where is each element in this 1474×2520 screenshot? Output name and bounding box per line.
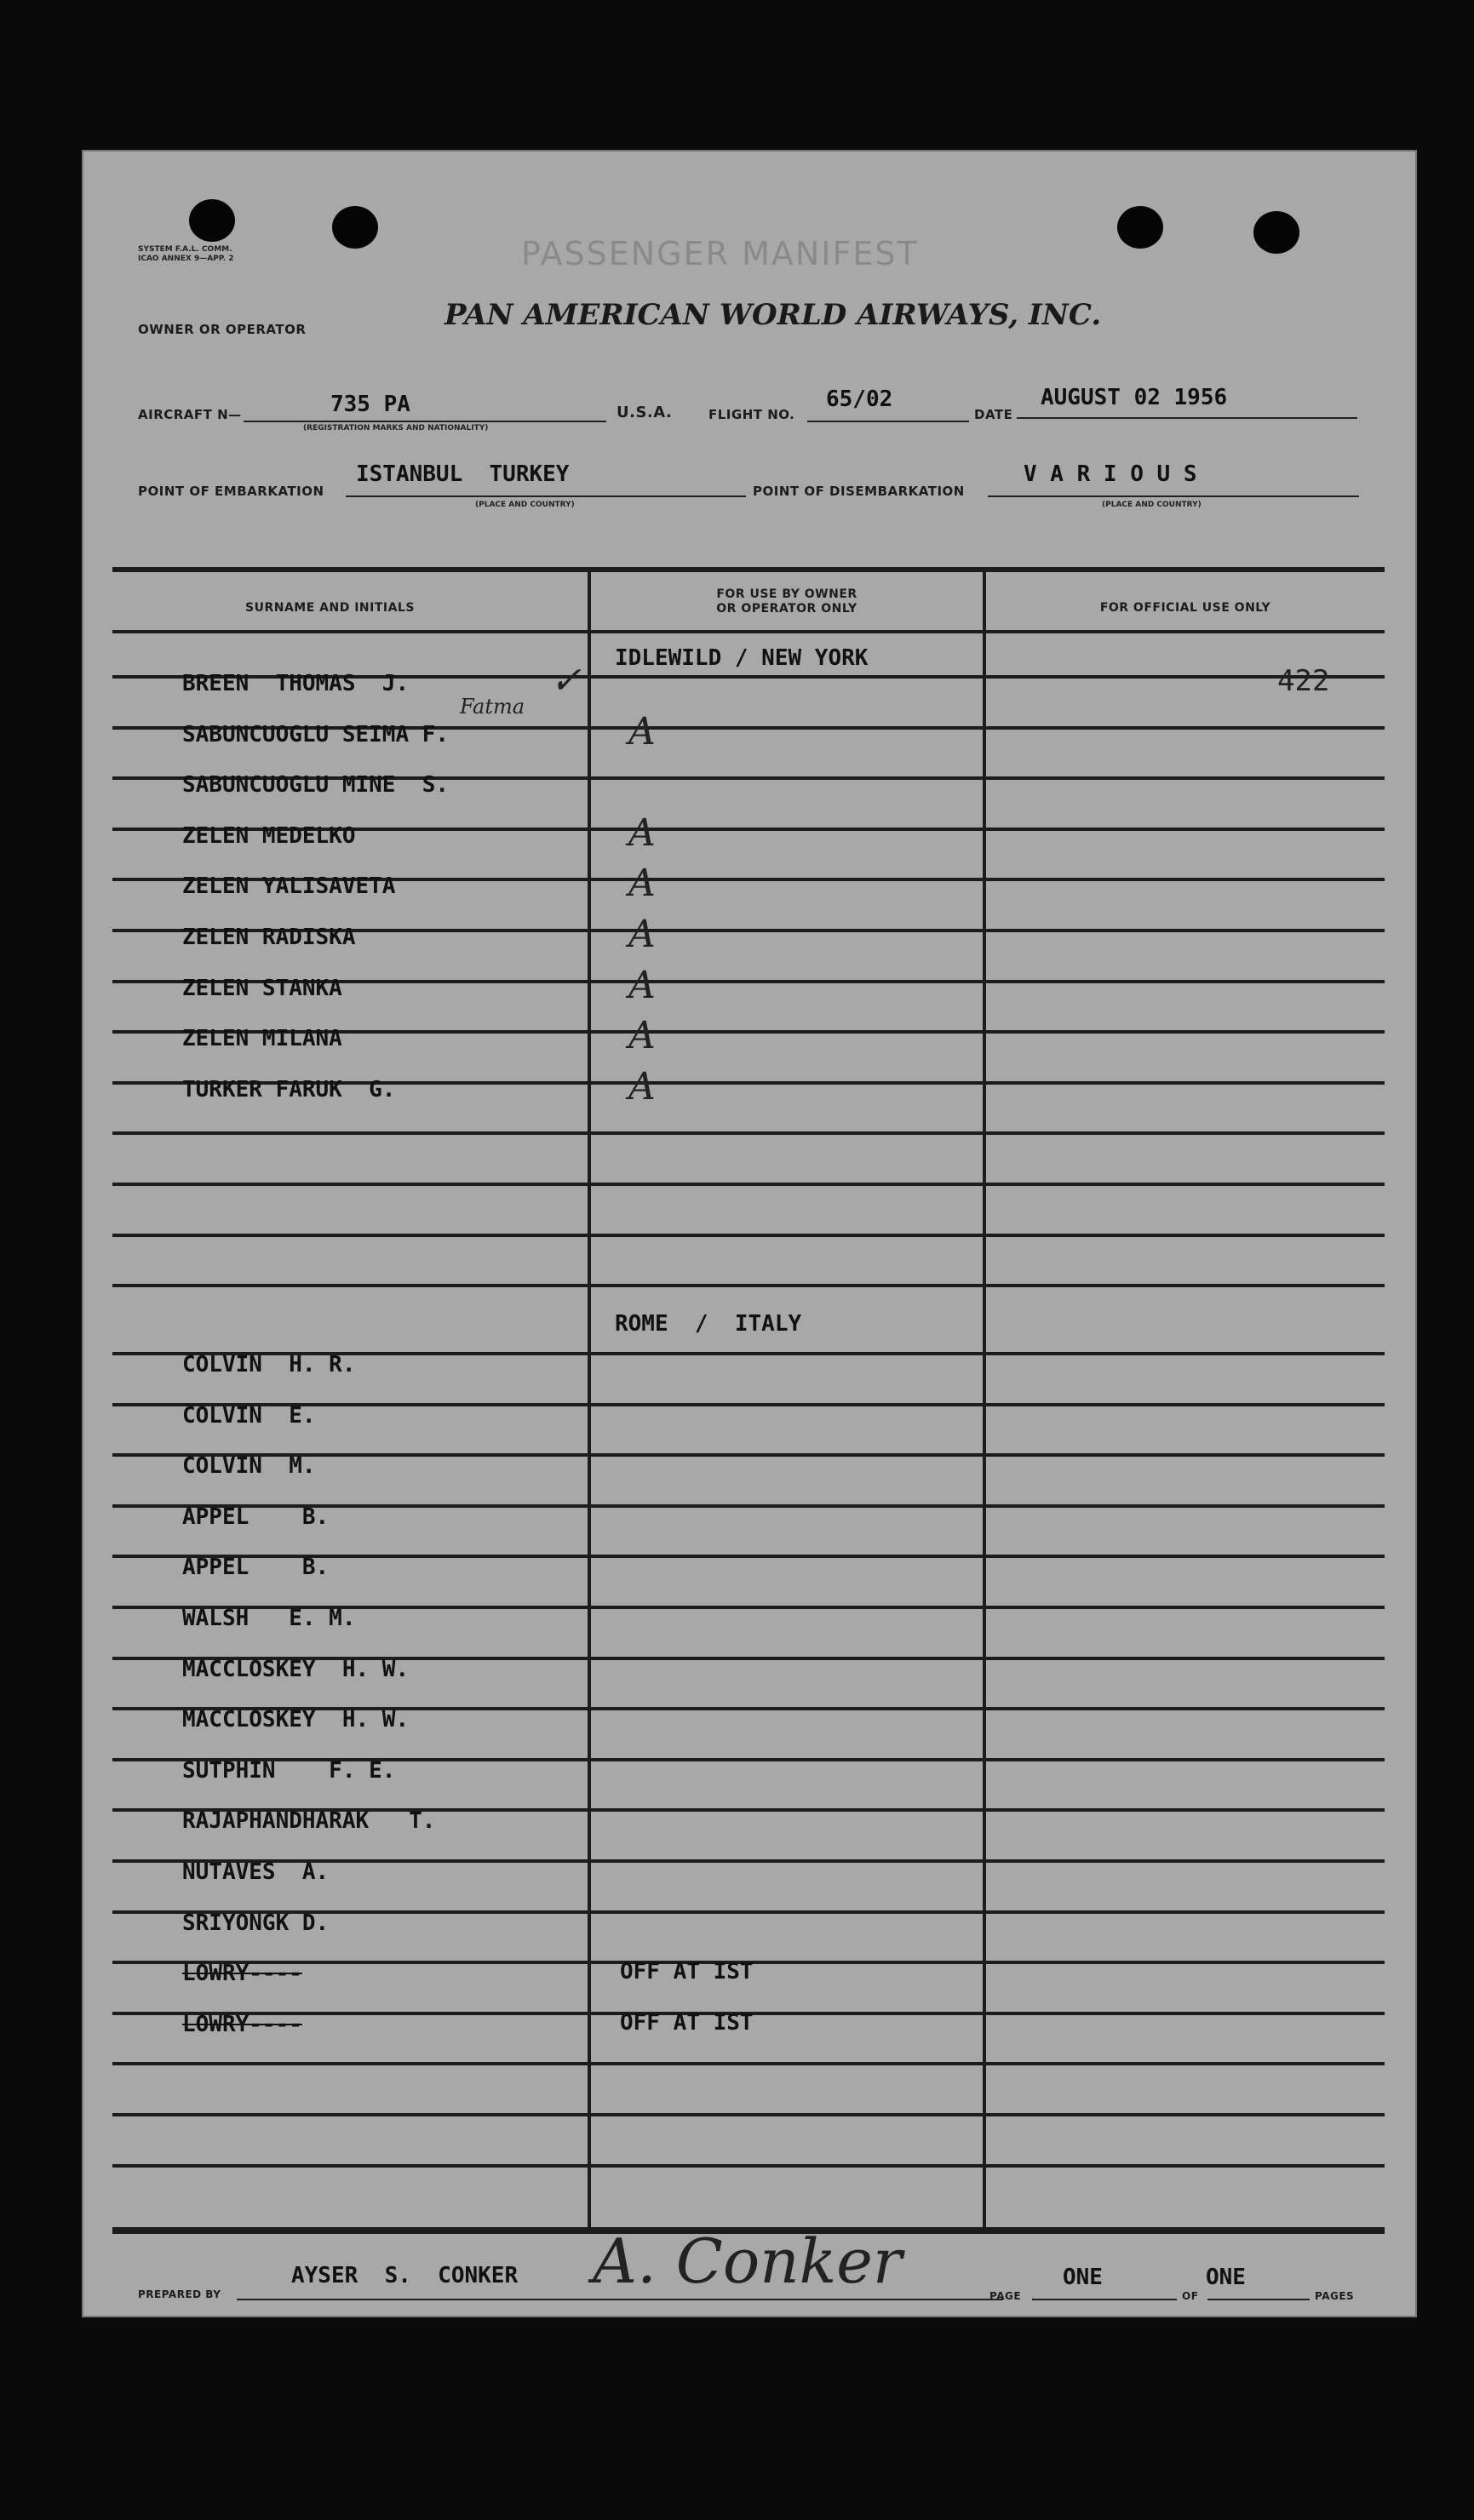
document-title: PASSENGER MANIFEST [521,235,919,272]
prepared-by-value: AYSER S. CONKER [291,2263,519,2288]
row-rule [112,1131,1385,1135]
flight-label: FLIGHT NO. [708,407,795,422]
destination-newyork: IDLEWILD / NEW YORK [615,645,869,671]
passenger-name: COLVIN M. [182,1453,316,1479]
prepared-by-label: PREPARED BY [138,2288,221,2300]
row-rule [112,2113,1385,2116]
aircraft-label: AIRCRAFT N— [138,407,242,422]
embarkation-value: ISTANBUL TURKEY [356,461,570,487]
embarkation-underline [346,495,746,497]
row-rule [112,2062,1385,2065]
of-label: OF [1182,2290,1199,2302]
disembarkation-underline [988,495,1359,497]
date-value: AUGUST 02 1956 [1041,385,1228,410]
of-underline [1207,2299,1310,2300]
punch-hole [332,206,378,249]
passenger-name: TURKER FARUK G. [182,1077,396,1102]
punch-hole [189,199,235,242]
date-label: DATE [974,407,1013,422]
operator-mark: A [628,1014,656,1057]
operator-mark: ✓ [550,659,582,702]
form-reference [138,245,234,264]
passenger-name: ZELEN YALISAVETA [182,873,396,899]
embarkation-label: POINT OF EMBARKATION [138,484,324,499]
page-label: PAGE [989,2290,1022,2302]
passenger-name: WALSH E. M. [182,1606,356,1631]
form-ref-line: SYSTEM F.A.L. COMM. [138,245,232,254]
passenger-name: COLVIN E. [182,1403,316,1429]
passenger-name: LOWRY---- [182,1961,302,1986]
manifest-sheet [82,150,1417,2317]
column-divider [588,572,591,2229]
owner-label: OWNER OR OPERATOR [138,322,307,337]
page-underline [1032,2299,1177,2300]
official-number: 422 [1277,664,1330,698]
passenger-name: RAJAPHANDHARAK T. [182,1808,436,1834]
column-header-operator [591,587,983,616]
passenger-name: MACCLOSKEY H. W. [182,1657,410,1682]
aircraft-value: 735 PA [330,392,410,417]
row-rule [112,1183,1385,1186]
passenger-name: APPEL B. [182,1504,330,1530]
punch-hole [1253,211,1299,254]
passenger-name: ZELEN RADISKA [182,925,356,950]
column-divider [983,572,986,2229]
passenger-name: COLVIN H. R. [182,1352,356,1377]
aircraft-underline [244,421,606,422]
passenger-name: BREEN THOMAS J. [182,671,410,696]
punch-hole [1117,206,1163,249]
operator-mark: A [628,913,656,956]
passenger-name: SABUNCUOGLU SEIMA F. [182,722,450,747]
handwritten-annotation: Fatma [460,695,525,719]
passenger-name: ZELEN MEDELKO [182,823,356,849]
flight-underline [807,421,969,422]
passenger-name: MACCLOSKEY H. W. [182,1707,410,1732]
operator-mark: A [628,862,656,905]
usa-label: U.S.A. [617,404,673,421]
registration-note: (REGISTRATION MARKS AND NATIONALITY) [303,424,489,432]
disembarkation-label: POINT OF DISEMBARKATION [753,484,965,499]
passenger-name: ZELEN STANKA [182,976,342,1001]
operator-mark: A [628,811,656,855]
row-rule [112,630,1385,633]
operator-mark: A [628,710,656,753]
operator-note: OFF AT IST [620,2010,754,2036]
of-value: ONE [1206,2265,1246,2290]
passenger-name: APPEL B. [182,1555,330,1580]
column-header-surname: SURNAME AND INITIALS [245,601,415,615]
passenger-name: LOWRY---- [182,2012,302,2037]
passenger-name: NUTAVES A. [182,1859,330,1885]
signature: A. Conker [593,2225,903,2297]
pages-label: PAGES [1315,2290,1355,2302]
form-ref-line: ICAO ANNEX 9—APP. 2 [138,255,234,263]
operator-header-line: OR OPERATOR ONLY [716,602,857,616]
passenger-name: SRIYONGK D. [182,1910,330,1936]
destination-rome: ROME / ITALY [615,1311,802,1337]
row-rule [112,2164,1385,2168]
passenger-name: ZELEN MILANA [182,1026,342,1051]
row-rule [112,1234,1385,1237]
flight-value: 65/02 [826,387,893,412]
disembarkation-value: V A R I O U S [1024,461,1197,487]
embarkation-note: (PLACE AND COUNTRY) [475,501,575,509]
passenger-name: SABUNCUOGLU MINE S. [182,772,450,798]
page-value: ONE [1063,2265,1103,2290]
table-top-rule [112,567,1385,572]
row-rule [112,1284,1385,1287]
operator-header-line: FOR USE BY OWNER [716,587,857,601]
disembarkation-note: (PLACE AND COUNTRY) [1102,501,1202,509]
company-name: PAN AMERICAN WORLD AIRWAYS, INC. [444,298,1102,332]
prepared-underline [237,2299,1003,2300]
date-underline [1017,417,1357,419]
operator-mark: A [628,964,656,1007]
operator-note: OFF AT IST [620,1959,754,1984]
passenger-name: SUTPHIN F. E. [182,1758,396,1784]
operator-mark: A [628,1065,656,1108]
column-header-official: FOR OFFICIAL USE ONLY [1099,601,1271,615]
